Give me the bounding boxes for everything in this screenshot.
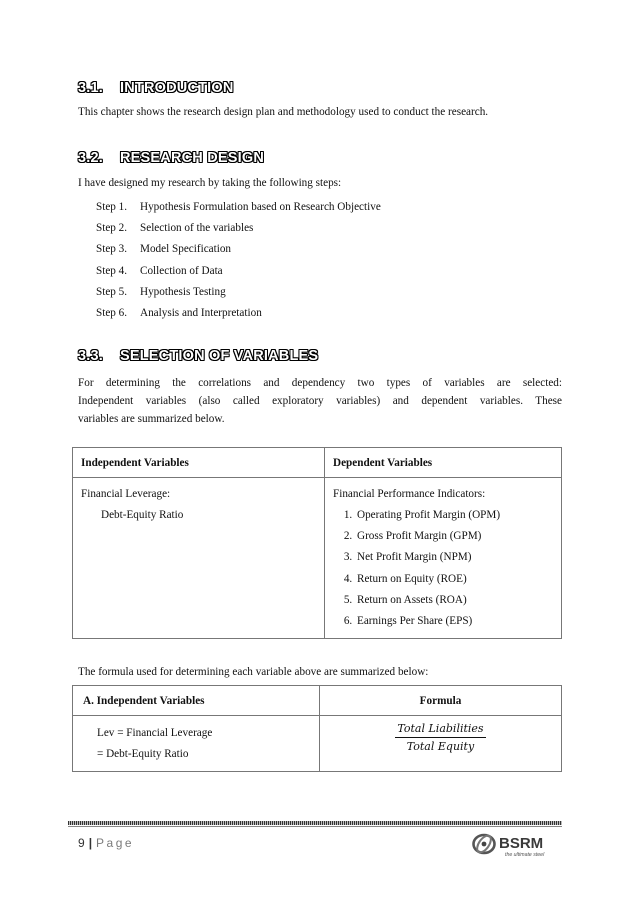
step-text: Collection of Data [140,264,223,277]
page-number: 9 [78,836,85,850]
logo-tagline: the ultimate steel [505,852,545,858]
list-item: 4. Return on Equity (ROE) [355,569,553,590]
section-title: SELECTION OF VARIABLES [120,348,319,364]
footer-divider-thin [68,826,562,827]
section-number: 3.2. [78,150,103,166]
independent-label: Financial Leverage: [81,488,171,500]
header-independent: Independent Variables [73,448,325,478]
step-item [96,261,381,282]
footer-divider [68,821,562,825]
section-heading-introduction [78,80,234,96]
page-word: Page [96,836,135,850]
dependent-cell [325,478,562,639]
steps-list [96,197,381,324]
step-text: Model Specification [140,243,232,256]
design-intro-text: I have designed my research by taking the following steps: [78,177,342,189]
independent-cell [73,478,325,639]
step-item [96,218,381,239]
step-text: Analysis and Interpretation [140,306,262,319]
step-item [96,239,381,260]
list-item: 5. Return on Assets (ROA) [355,590,553,611]
formula-fraction [395,722,485,753]
dependent-list [333,505,553,632]
page-footer [78,836,134,850]
paragraph-line: variables are summarized below. [78,413,225,425]
step-text: Hypothesis Testing [140,285,226,298]
step-label: Step 5. [96,285,128,298]
section-number: 3.3. [78,348,103,364]
paragraph-line: For determining the correlations and dependency two types of variables are selected: [78,377,562,389]
step-item [96,303,381,324]
step-label: Step 2. [96,222,128,235]
selection-paragraph [78,374,562,428]
formula-cell [320,716,562,772]
dependent-label: Financial Performance Indicators: [333,488,486,500]
header-independent-variables: A. Independent Variables [73,686,320,716]
bsrm-emblem-icon [474,833,495,854]
bsrm-logo [472,831,564,859]
list-item: 6. Earnings Per Share (EPS) [355,611,553,632]
page-separator: | [88,836,93,850]
formula-intro-text: The formula used for determining each variable above are summarized below: [78,666,429,678]
intro-paragraph: This chapter shows the research design plan and methodology used to conduct the research. [78,106,489,118]
paragraph-line: Independent variables (also called exploratory variables) and dependent variables. These [78,395,562,407]
logo-wordmark: BSRM [499,835,544,852]
step-item [96,197,381,218]
lev-cell [73,716,320,772]
list-item: 1. Operating Profit Margin (OPM) [355,505,553,526]
step-text: Selection of the variables [140,222,254,235]
step-label: Step 3. [96,243,128,256]
section-heading-research-design [78,150,264,166]
section-title: RESEARCH DESIGN [120,150,264,166]
lev-definition: Lev = Financial Leverage [97,727,213,739]
header-dependent: Dependent Variables [325,448,562,478]
independent-item: Debt-Equity Ratio [101,509,184,521]
section-number: 3.1. [78,80,103,96]
formula-denominator: Total Equity [406,740,475,753]
section-title: INTRODUCTION [120,80,234,96]
step-item [96,282,381,303]
header-formula: Formula [320,686,562,716]
formula-numerator: Total Liabilities [395,722,485,738]
lev-equivalent: = Debt-Equity Ratio [97,748,189,760]
list-item: 3. Net Profit Margin (NPM) [355,547,553,568]
list-item: 2. Gross Profit Margin (GPM) [355,526,553,547]
step-label: Step 1. [96,201,128,213]
formula-table [72,685,562,772]
variables-table [72,447,562,639]
section-heading-selection-of-variables [78,348,318,364]
step-label: Step 4. [96,264,128,277]
step-text: Hypothesis Formulation based on Research Objective [140,201,381,213]
step-label: Step 6. [96,306,128,319]
